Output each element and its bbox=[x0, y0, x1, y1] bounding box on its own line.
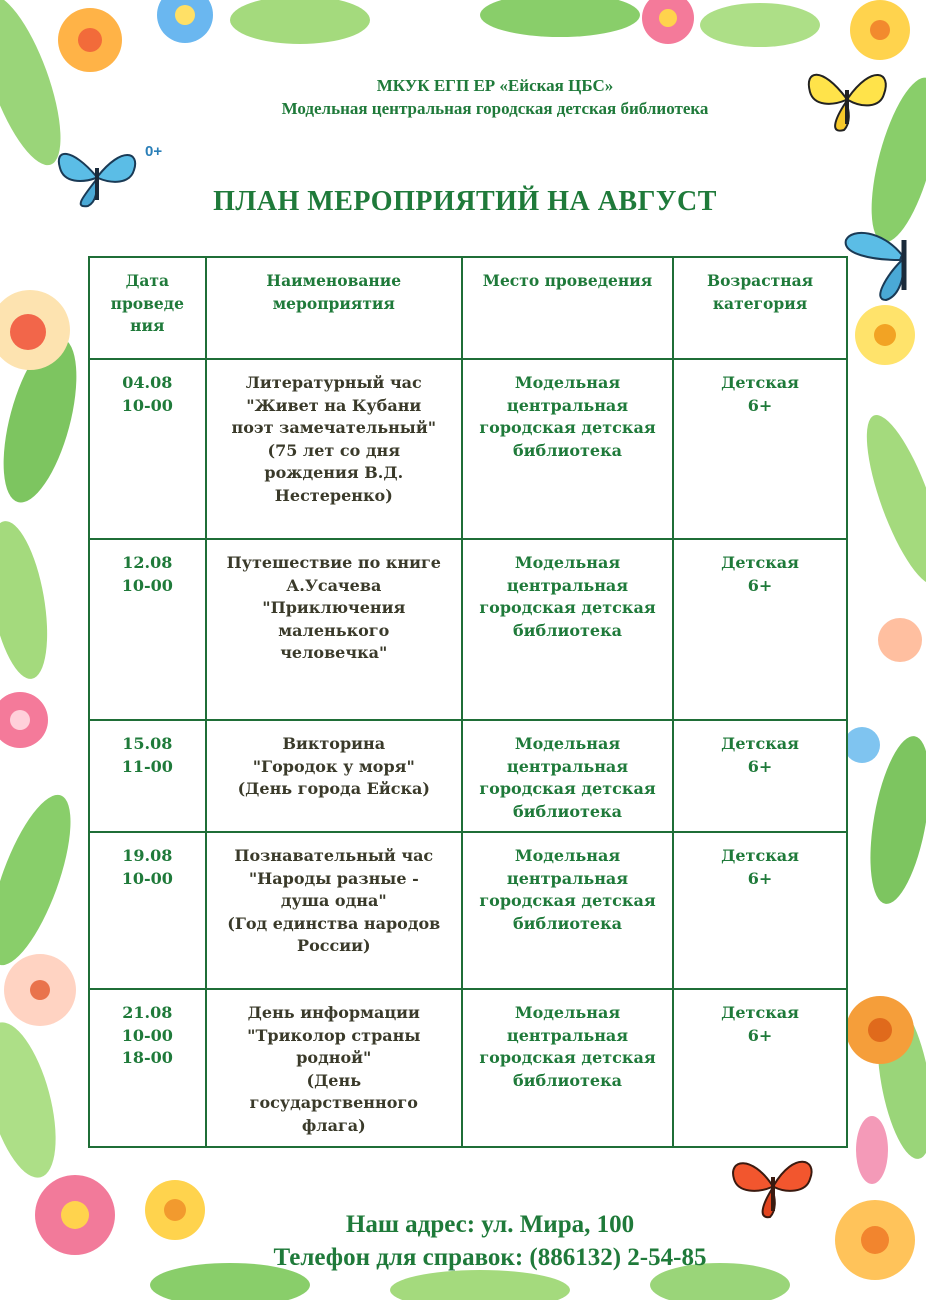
event-date: 19.08 10-00 bbox=[89, 832, 206, 989]
page-title: ПЛАН МЕРОПРИЯТИЙ НА АВГУСТ bbox=[213, 186, 717, 217]
event-category: Детская 6+ bbox=[673, 539, 847, 720]
event-place: Модельная центральная городская детская библиотека bbox=[462, 832, 673, 989]
event-category: Детская 6+ bbox=[673, 989, 847, 1147]
event-name: Литературный час "Живет на Кубани поэт замечательный" (75 лет со дня рождения В.Д. Нестеренко) bbox=[206, 359, 462, 539]
event-date: 12.08 10-00 bbox=[89, 539, 206, 720]
event-place: Модельная центральная городская детская библиотека bbox=[462, 359, 673, 539]
header-category: Возрастная категория bbox=[673, 257, 847, 359]
event-place: Модельная центральная городская детская библиотека bbox=[462, 720, 673, 832]
yellow-butterfly-icon bbox=[800, 58, 895, 138]
event-category: Детская 6+ bbox=[673, 720, 847, 832]
table-row bbox=[89, 989, 847, 1147]
event-date: 04.08 10-00 bbox=[89, 359, 206, 539]
organization-name: МКУК ЕГП ЕР «Ейская ЦБС» bbox=[376, 76, 614, 95]
event-name: Викторина "Городок у моря" (День города Ейска) bbox=[206, 720, 462, 832]
table-header-row bbox=[89, 257, 847, 359]
contact-footer bbox=[230, 1208, 750, 1274]
header-date: Дата проведе ния bbox=[89, 257, 206, 359]
library-name: Модельная центральная городская детская библиотека bbox=[281, 99, 709, 118]
blue-butterfly-right-icon bbox=[842, 210, 926, 305]
event-name: Познавательный час "Народы разные - душа одна" (Год единства народов России) bbox=[206, 832, 462, 989]
organization-header bbox=[200, 74, 790, 120]
table-row bbox=[89, 720, 847, 832]
events-table bbox=[88, 256, 848, 1148]
event-category: Детская 6+ bbox=[673, 832, 847, 989]
header-name: Наименование мероприятия bbox=[206, 257, 462, 359]
age-rating-badge: 0+ bbox=[145, 143, 163, 160]
event-category: Детская 6+ bbox=[673, 359, 847, 539]
event-name: День информации "Триколор страны родной" (День государственного флага) bbox=[206, 989, 462, 1147]
table-row bbox=[89, 832, 847, 989]
address-text: Наш адрес: ул. Мира, 100 bbox=[345, 1211, 635, 1238]
event-date: 15.08 11-00 bbox=[89, 720, 206, 832]
event-name: Путешествие по книге А.Усачева "Приключения маленького человечка" bbox=[206, 539, 462, 720]
event-date: 21.08 10-00 18-00 bbox=[89, 989, 206, 1147]
event-place: Модельная центральная городская детская библиотека bbox=[462, 989, 673, 1147]
table-row bbox=[89, 359, 847, 539]
table-row bbox=[89, 539, 847, 720]
event-place: Модельная центральная городская детская библиотека bbox=[462, 539, 673, 720]
phone-text: Телефон для справок: (886132) 2-54-85 bbox=[273, 1244, 707, 1271]
header-place: Место проведения bbox=[462, 257, 673, 359]
